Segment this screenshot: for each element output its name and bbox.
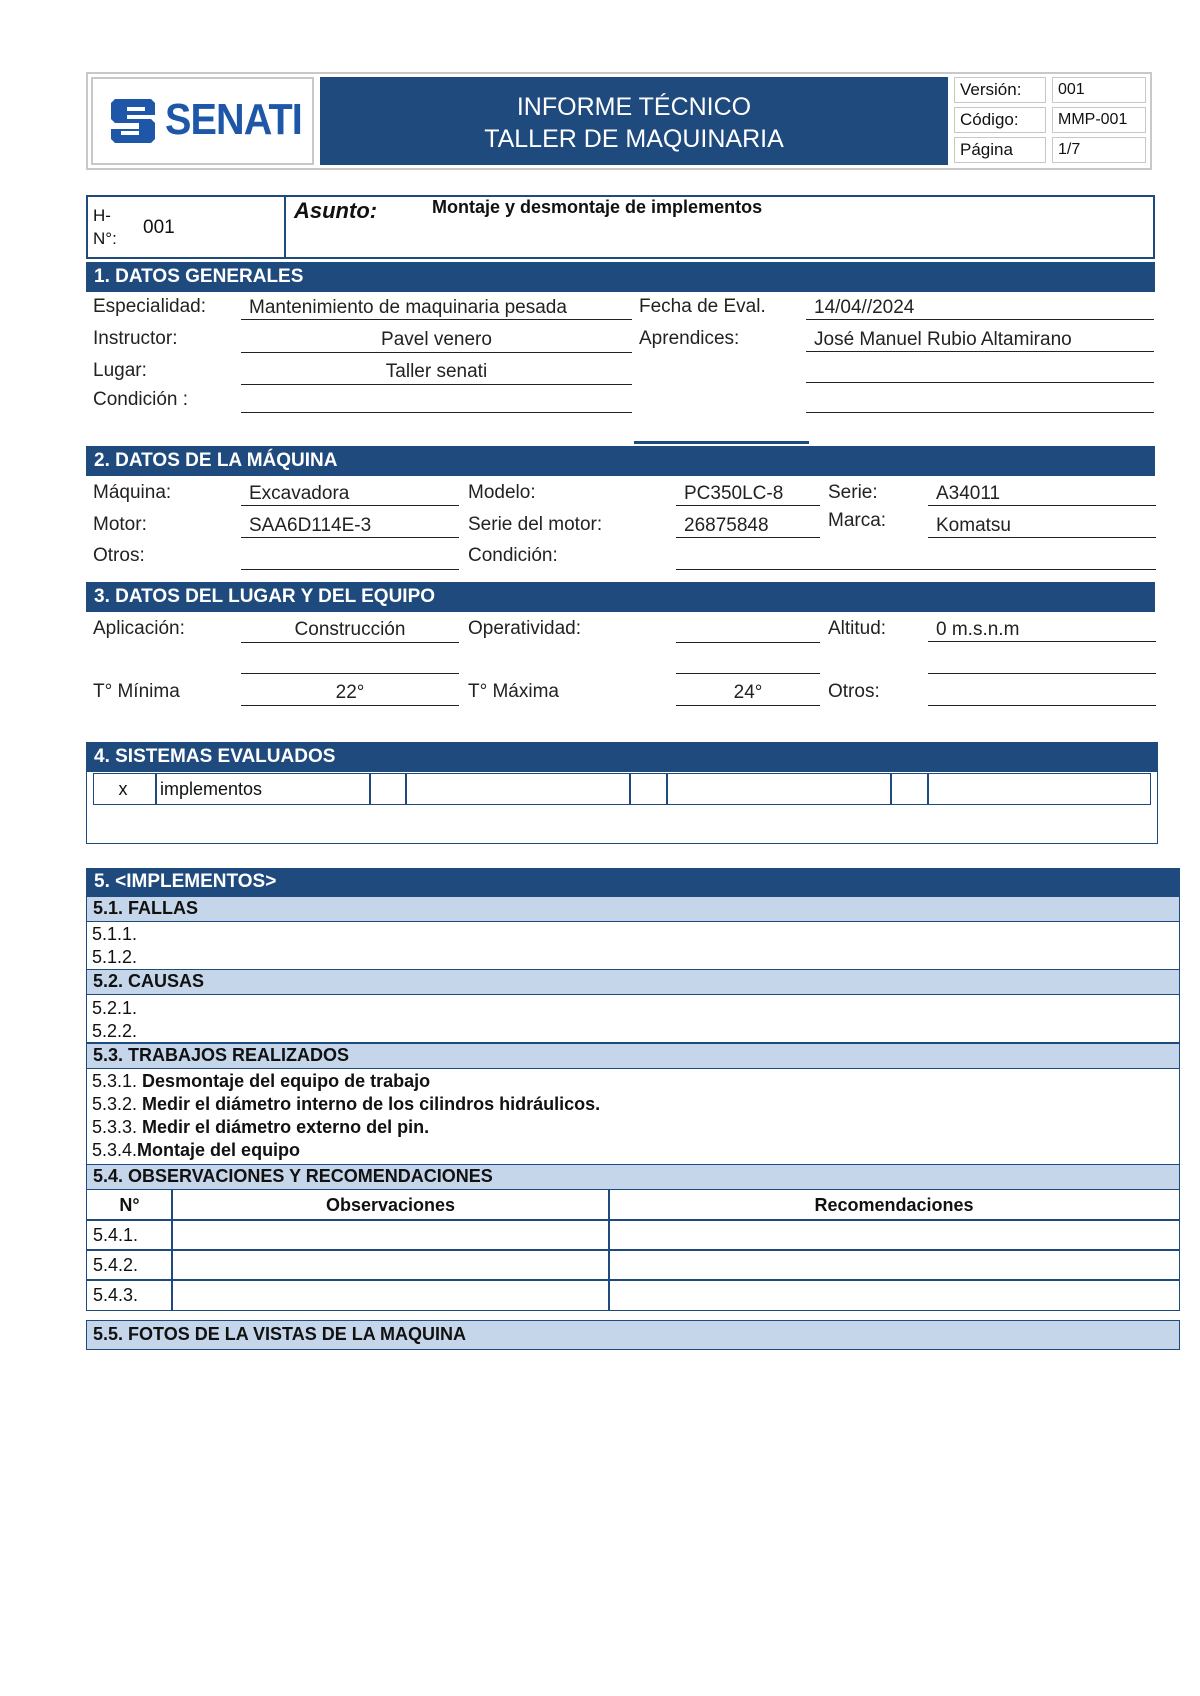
aprendices-label: Aprendices: [639,328,740,349]
trabajo-text: Montaje del equipo [137,1140,301,1160]
tmin-value: 22° [241,681,459,706]
obs-row-num: 5.4.2. [86,1249,173,1281]
maquina-value: Excavadora [241,482,459,506]
hn-label-1: H- [93,206,111,225]
system-divider [890,773,892,805]
causa-item: 5.2.2. [92,1021,138,1041]
obs-row-obs [171,1279,610,1311]
trabajo-text: Desmontaje del equipo de trabajo [142,1071,431,1091]
trabajos-title: 5.3. TRABAJOS REALIZADOS [86,1043,1180,1069]
marca-label: Marca: [828,510,887,531]
meta-codigo-value: MMP-001 [1052,107,1146,133]
obs-header-num: N° [86,1189,173,1221]
blank-line [806,382,1154,383]
obs-row-num: 5.4.1. [86,1219,173,1251]
falla-item: 5.1.2. [92,947,138,967]
motor-label: Motor: [93,514,147,535]
operatividad-line [676,642,820,643]
blank-line [676,673,820,674]
trabajo-num: 5.3.2. [92,1094,143,1114]
obs-row-rec [608,1219,1180,1251]
system-divider [405,773,407,805]
subject-divider [284,195,286,259]
serie-label: Serie: [828,482,878,503]
modelo-value: PC350LC-8 [676,482,820,506]
logo-text: SENATI [165,95,302,144]
condicion2-label: Condición: [468,545,558,566]
motor-value: SAA6D114E-3 [241,514,459,538]
tmax-value: 24° [676,681,820,706]
obs-row-rec [608,1279,1180,1311]
section-3-title: 3. DATOS DEL LUGAR Y DEL EQUIPO [86,582,1155,612]
senati-logo-icon [105,93,161,149]
section-2-title: 2. DATOS DE LA MÁQUINA [86,446,1155,476]
section-4-title: 4. SISTEMAS EVALUADOS [86,742,1158,772]
otros-label: Otros: [93,545,145,566]
obs-title: 5.4. OBSERVACIONES Y RECOMENDACIONES [86,1164,1180,1190]
operatividad-label: Operatividad: [468,618,582,639]
causas-box [86,994,1180,1043]
system-divider [927,773,929,805]
trabajo-item [92,1117,429,1138]
otros-line [241,569,459,570]
obs-header-rec: Recomendaciones [608,1189,1180,1221]
trabajo-item [92,1071,430,1092]
causa-item: 5.2.1. [92,998,138,1018]
lugar-value: Taller senati [241,360,632,385]
blank-line [241,673,459,674]
aplicacion-value: Construcción [241,618,459,643]
system-divider [155,773,157,805]
falla-item: 5.1.1. [92,924,138,944]
meta-pagina-value: 1/7 [1052,137,1146,163]
asunto-value: Montaje y desmontaje de implementos [432,197,763,217]
obs-row-rec [608,1249,1180,1281]
trabajo-text: Medir el diámetro externo del pin. [142,1117,430,1137]
trabajo-num: 5.3.4. [92,1140,138,1160]
section-1-title: 1. DATOS GENERALES [86,262,1155,292]
serie-motor-value: 26875848 [676,514,820,538]
logo-box [91,77,314,165]
fecha-value: 14/04//2024 [806,296,1154,320]
condicion-label: Condición : [93,389,189,410]
aprendices-value: José Manuel Rubio Altamirano [806,328,1154,352]
asunto-label: Asunto: [294,198,378,223]
obs-row-obs [171,1249,610,1281]
system-name: implementos [160,779,263,799]
title-line-1: INFORME TÉCNICO [516,93,752,121]
trabajo-text: Medir el diámetro interno de los cilindros hidráulicos. [142,1094,601,1114]
system-divider [666,773,668,805]
condicion-line [241,412,632,413]
meta-version-value: 001 [1052,77,1146,103]
trabajo-item [92,1094,600,1115]
otros3-line [928,705,1156,706]
trabajo-num: 5.3.3. [92,1117,143,1137]
instructor-value: Pavel venero [241,328,632,353]
obs-row-num: 5.4.3. [86,1279,173,1311]
otros3-label: Otros: [828,681,880,702]
altitud-value: 0 m.s.n.m [928,618,1156,642]
fotos-title: 5.5. FOTOS DE LA VISTAS DE LA MAQUINA [86,1320,1180,1350]
divider-bar [634,441,809,444]
altitud-label: Altitud: [828,618,887,639]
especialidad-label: Especialidad: [93,296,207,317]
aplicacion-label: Aplicación: [93,618,185,639]
trabajo-num: 5.3.1. [92,1071,143,1091]
fallas-title: 5.1. FALLAS [86,896,1180,922]
obs-header-obs: Observaciones [171,1189,610,1221]
meta-version-label: Versión: [954,77,1046,103]
hn-label-2: N°: [93,229,117,248]
modelo-label: Modelo: [468,482,536,503]
title-line-2: TALLER DE MAQUINARIA [484,125,784,153]
especialidad-value: Mantenimiento de maquinaria pesada [241,296,632,320]
obs-row-obs [171,1219,610,1251]
meta-pagina-label: Página [954,137,1046,163]
maquina-label: Máquina: [93,482,172,503]
system-mark: x [118,779,128,799]
system-divider [629,773,631,805]
fecha-label: Fecha de Eval. [639,296,766,317]
system-divider [369,773,371,805]
serie-value: A34011 [928,482,1156,506]
section-5-title: 5. <IMPLEMENTOS> [86,868,1180,896]
causas-title: 5.2. CAUSAS [86,969,1180,995]
hn-value: 001 [143,217,175,238]
blank-line [806,412,1154,413]
instructor-label: Instructor: [93,328,178,349]
tmin-label: T° Mínima [93,681,180,702]
title-band [320,77,948,165]
trabajo-item [92,1140,300,1161]
marca-value: Komatsu [928,514,1156,538]
serie-motor-label: Serie del motor: [468,514,603,535]
lugar-label: Lugar: [93,360,147,381]
meta-codigo-label: Código: [954,107,1046,133]
fallas-box [86,921,1180,970]
condicion2-line [676,569,1156,570]
tmax-label: T° Máxima [468,681,559,702]
blank-line [928,673,1156,674]
